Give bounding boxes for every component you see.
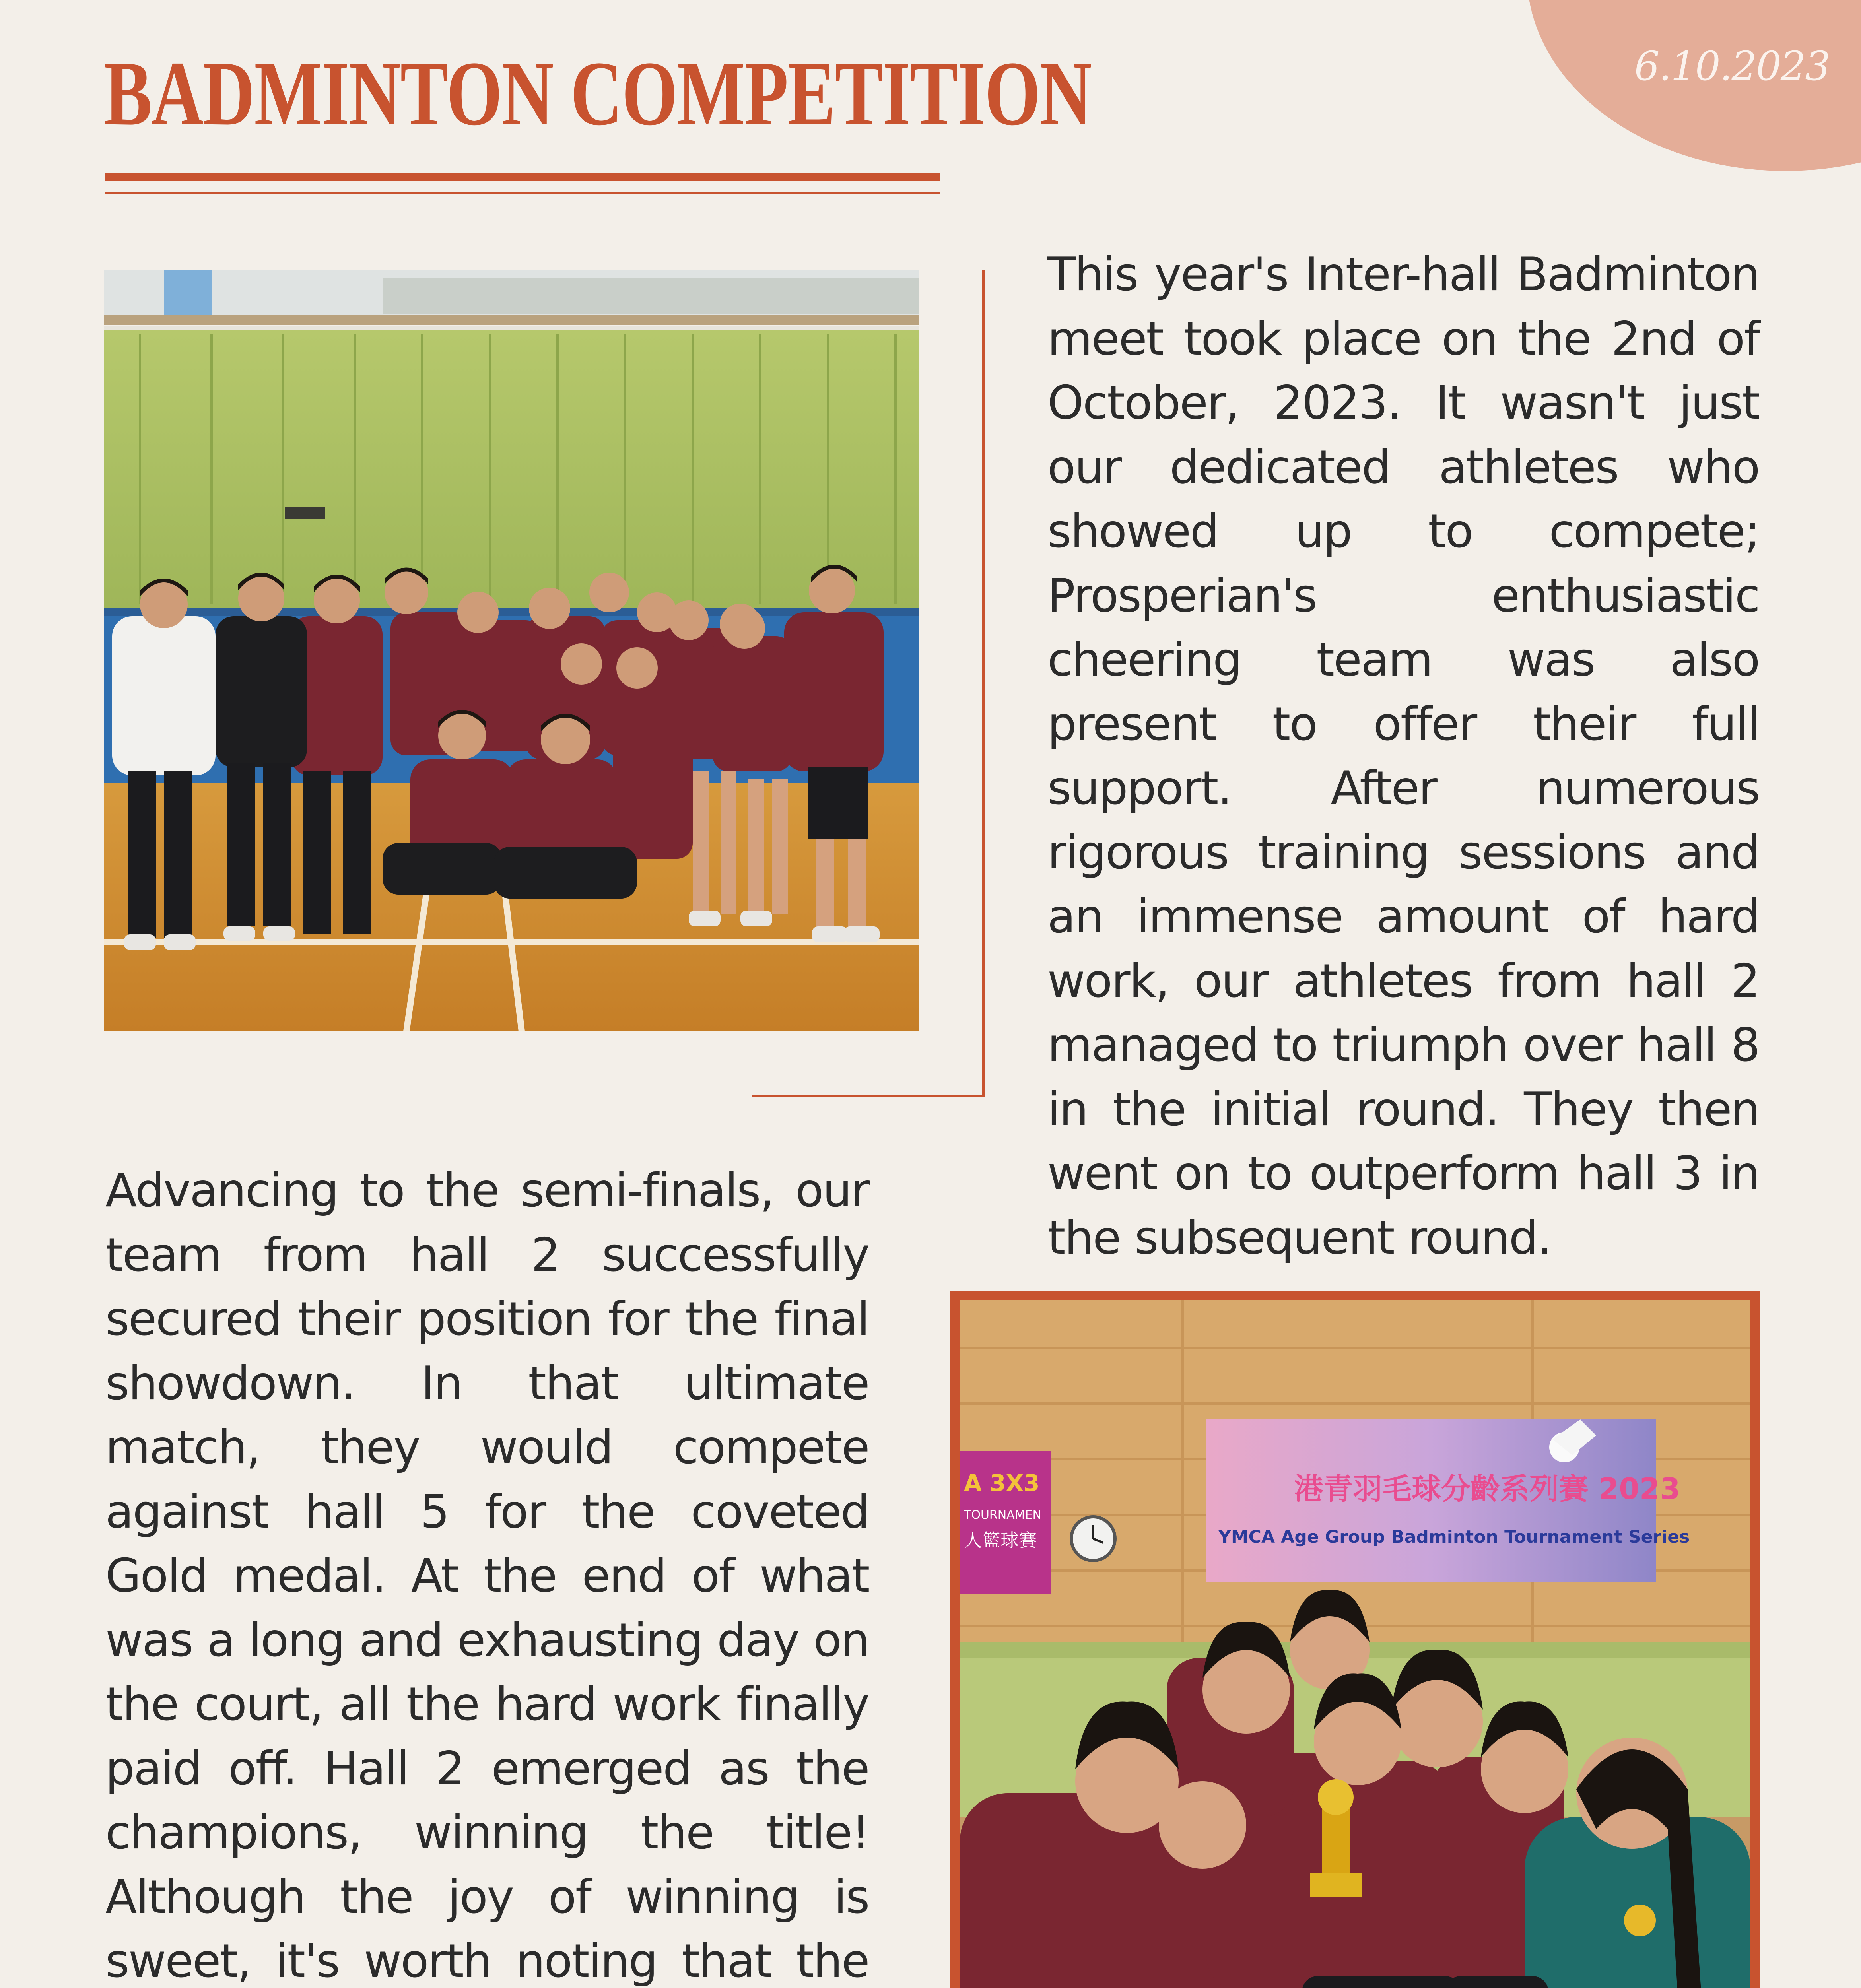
title-underline-thin	[105, 192, 940, 194]
photo-bracket-vertical	[982, 270, 985, 1097]
title-underline-thick	[105, 173, 940, 181]
trophy-celebration-photo	[960, 1300, 1750, 1988]
article-paragraph-2: Advancing to the semi-finals, our team from hall 2 successfully secured their position for the final showdown. In that ultimate match, they would compete against hall 5 for the coveted Gold medal. At the end of what was a long and exhausting day on the court, all the hard work finally paid off. Hall 2 emerged as the champions, winning the title! Although the joy of winning is sweet, it's worth noting that the	[105, 1164, 869, 1988]
article-paragraph-1: This year's Inter-hall Badminton meet took place on the 2nd of October, 2023. It wasn't just our dedicated athletes who showed up to compete; Prosperian's enthusiastic cheering team was also present to offer their full support. After numerous rigorous training sessions and an immense amount of hard work, our athletes from hall 2 managed to triumph over hall 8 in the initial round. They then went on to outperform hall 3 in the subsequent round.	[1047, 248, 1759, 1265]
side-banner-line-3: 人籃球賽	[964, 1530, 1037, 1551]
page-title: BADMINTON COMPETITION	[104, 43, 1092, 145]
team-group-photo	[104, 270, 919, 1031]
issue-date: 6.10.2023	[1634, 43, 1830, 89]
side-banner-line-2: TOURNAMEN	[964, 1508, 1041, 1522]
side-banner-line-1: A 3X3	[964, 1470, 1040, 1497]
banner-chinese-title: 港青羽毛球分齡系列賽 2023	[1294, 1472, 1680, 1506]
photo-bracket-horizontal	[752, 1095, 985, 1097]
banner-english-title: YMCA Age Group Badminton Tournament Series	[1218, 1527, 1690, 1547]
